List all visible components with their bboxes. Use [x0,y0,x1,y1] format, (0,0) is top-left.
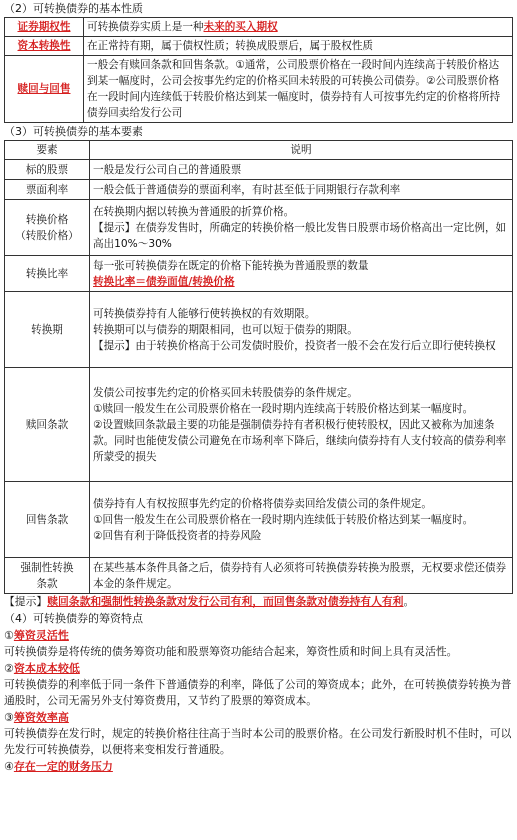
basic-nature-table [4,17,513,123]
desc-line: ②设置赎回条款最主要的功能是强制债券持有者积极行使转股权，因此又被称为加速条款。同时也能使发债公司避免在市场利率下降后，继续向债券持有人支付较高的债券利率所蒙受的损失 [93,418,507,463]
tip-label: 【提示】 [4,595,48,608]
table-row [5,160,513,180]
table-row [5,200,513,256]
row-desc-text: 可转换债券实质上是一种 [87,21,204,33]
row-key: 赎回与回售 [5,56,84,123]
feature-body: 可转换债券是将传统的债务筹资功能和股票筹资功能结合起来，筹资性质和时间上具有灵活性。 [4,645,458,658]
document-page [4,0,513,775]
row-key: 转换价格 （转股价格） [5,200,90,256]
feature-title: 筹资效率高 [13,711,69,724]
column-header-desc: 说明 [90,141,513,160]
row-key: 转换比率 [5,256,90,292]
desc-line: 发债公司按事先约定的价格买回未转股债券的条件规定。 [93,386,358,399]
row-key: 票面利率 [5,180,90,200]
desc-line: ②回售有利于降低投资者的持券风险 [93,529,262,542]
tip-highlight: 赎回条款和强制性转换条款对发行公司有利，而回售条款对债券持有人有利 [47,595,404,608]
feature-number: ② [4,662,14,675]
feature-body: 可转换债券在发行时，规定的转换价格往往高于当时本公司的股票价格。在公司发行新股时机不佳时，可以先发行可转换债券，以便将来变相发行普通股。 [4,727,512,756]
table-row [5,368,513,482]
row-key: 赎回条款 [5,368,90,482]
feature-body: 可转换债券的利率低于同一条件下普通债券的利率，降低了公司的筹资成本；此外，在可转换债券转换为普通股时，公司无需另外支付筹资费用，又节约了股票的筹资成本。 [4,678,512,707]
table-row [5,37,513,56]
conversion-ratio-formula: 转换比率＝债券面值/转换价格 [93,275,235,288]
row-desc [84,18,513,37]
basic-elements-table [4,140,513,594]
feature-heading [4,660,513,677]
desc-line: 转换期可以与债券的期限相同，也可以短于债券的期限。 [93,323,358,336]
row-desc: 一般会有赎回条款和回售条款。①通常，公司股票价格在一段时间内连续高于转股价格达到某一幅度时，公司会按事先约定的价格买回未转股的可转换公司债券。②公司股票价格在一段时间内连续低于转股价格达到某一幅度时，债券持有人可按事先约定的价格将所持债券回卖给发行公司 [84,56,513,123]
section-3-title: （3）可转换债券的基本要素 [4,125,143,138]
row-key: 资本转换性 [5,37,84,56]
table-header-row [5,141,513,160]
desc-line: 债券持有人有权按照事先约定的价格将债券卖回给发债公司的条件规定。 [93,497,432,510]
row-key: 标的股票 [5,160,90,180]
table-row [5,292,513,368]
row-key: 转换期 [5,292,90,368]
tip-end: 。 [403,595,415,608]
row-desc [90,256,513,292]
feature-title: 存在一定的财务压力 [13,760,113,773]
row-desc: 一般会低于普通债券的票面利率，有时甚至低于同期银行存款利率 [90,180,513,200]
table-row [5,18,513,37]
row-desc: 在正常持有期，属于债权性质；转换成股票后，属于股权性质 [84,37,513,56]
desc-line: 每一张可转换债券在既定的价格下能转换为普通股票的数量 [93,259,369,272]
desc-line: 【提示】由于转换价格高于公司发债时股价，投资者一般不会在发行后立即行使转换权 [93,339,496,352]
row-key: 回售条款 [5,482,90,558]
desc-line: 【提示】在债券发售时，所确定的转换价格一般比发售日股票市场价格高出一定比例，如高出10%～30% [93,221,507,250]
row-desc: 一般是发行公司自己的普通股票 [90,160,513,180]
table-row [5,558,513,594]
row-key: 证券期权性 [5,18,84,37]
section-2-title: （2）可转换债券的基本性质 [4,2,143,15]
row-desc [90,200,513,256]
feature-number: ③ [4,711,14,724]
row-desc: 在某些基本条件具备之后，债券持有人必须将可转换债券转换为股票，无权要求偿还债券本金的条件规定。 [90,558,513,594]
feature-heading [4,709,513,726]
row-key: 强制性转换 条款 [5,558,90,594]
row-desc [90,292,513,368]
table-row [5,180,513,200]
table-row [5,482,513,558]
desc-line: 可转换债券持有人能够行使转换权的有效期限。 [93,307,316,320]
row-desc-highlight: 未来的买入期权 [203,21,278,33]
table-row [5,56,513,123]
table-row [5,256,513,292]
desc-line: ①赎回一般发生在公司股票价格在一段时期内连续高于转股价格达到某一幅度时。 [93,402,474,415]
tip-note [4,594,513,610]
row-desc [90,482,513,558]
feature-number: ① [4,629,14,642]
row-desc [90,368,513,482]
feature-heading [4,627,513,644]
feature-number: ④ [4,760,14,773]
feature-heading [4,758,513,775]
desc-line: ①回售一般发生在公司股票价格在一段时期内连续低于转股价格达到某一幅度时。 [93,513,474,526]
feature-title: 资本成本较低 [13,662,80,675]
column-header-element: 要素 [5,141,90,160]
feature-title: 筹资灵活性 [13,629,69,642]
section-4-title: （4）可转换债券的筹资特点 [4,612,143,625]
desc-line: 在转换期内据以转换为普通股的折算价格。 [93,205,295,218]
